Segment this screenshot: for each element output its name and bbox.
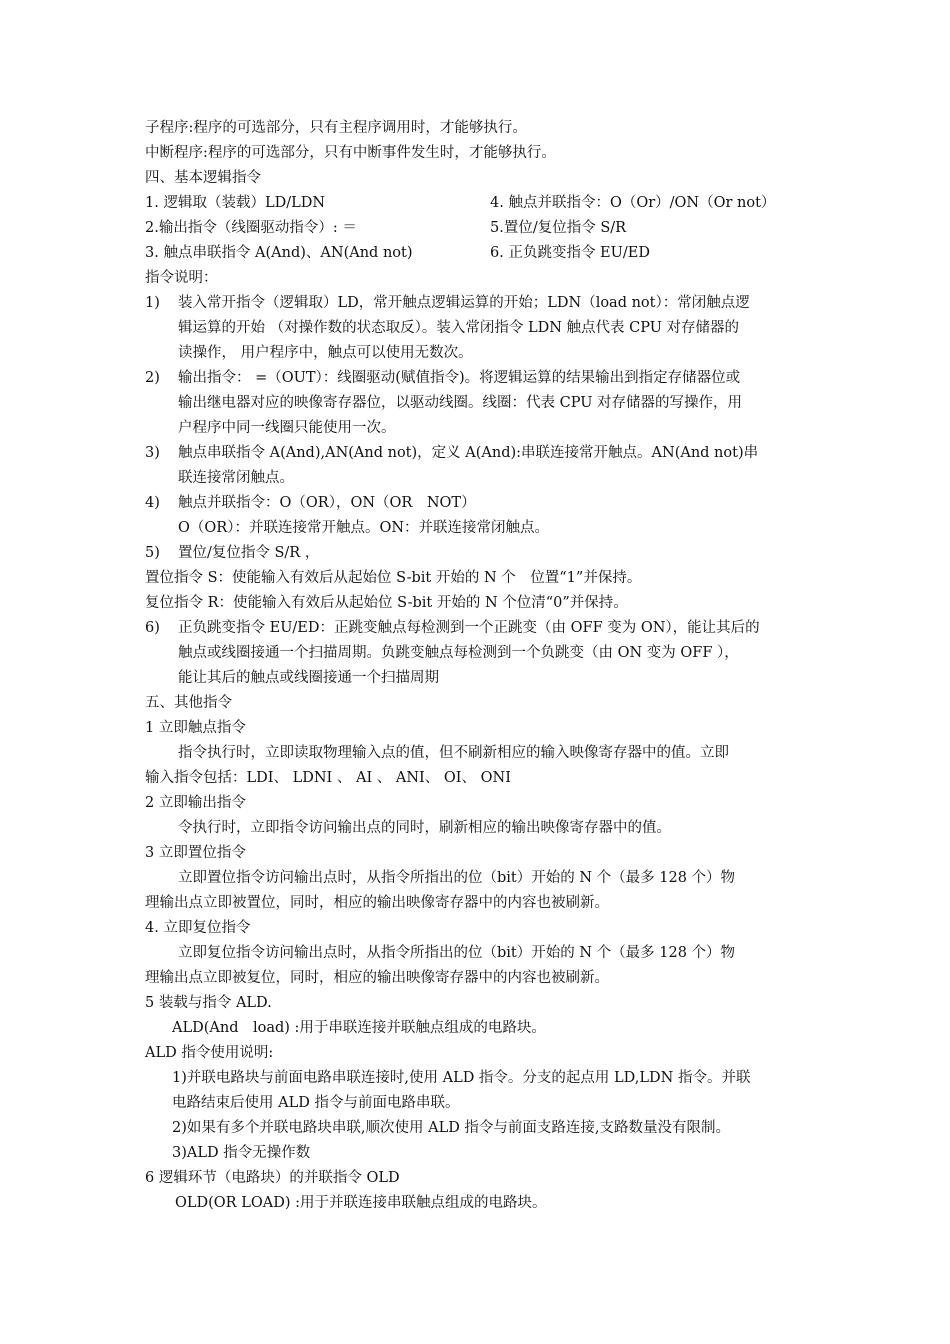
s6-line: OLD(OR LOAD) :用于并联连接串联触点组成的电路块。: [175, 1195, 547, 1211]
s1-line: 输入指令包括：LDI、 LDNI 、 AI 、 ANI、 OI、 ONI: [145, 770, 511, 786]
set-instruction-line: 置位指令 S：使能输入有效后从起始位 S-bit 开始的 N 个 位置“1”并保持。: [145, 570, 642, 586]
list-item-3: 3. 触点串联指令 A(And)、AN(And not): [145, 245, 413, 261]
item3-number: 3): [145, 445, 160, 461]
item1-number: 1): [145, 295, 160, 311]
s3-line: 立即置位指令访问输出点时，从指令所指出的位（bit）开始的 N 个（最多 128 个）物: [178, 870, 736, 886]
item6-number: 6): [145, 620, 160, 636]
interrupt-line: 中断程序:程序的可选部分，只有中断事件发生时，才能够执行。: [145, 145, 556, 161]
item4-line: 触点并联指令：O（OR），ON（OR NOT）: [178, 495, 476, 511]
item2-line: 户程序中同一线圈只能使用一次。: [178, 420, 396, 436]
s4-line: 立即复位指令访问输出点时，从指令所指出的位（bit）开始的 N 个（最多 128 个）物: [178, 945, 736, 961]
item6-line: 触点或线圈接通一个扫描周期。负跳变触点每检测到一个负跳变（由 ON 变为 OFF ），: [178, 645, 739, 661]
s5-usage-heading: ALD 指令使用说明:: [145, 1045, 274, 1061]
item6-line: 正负跳变指令 EU/ED：正跳变触点每检测到一个正跳变（由 OFF 变为 ON），能让其后的: [178, 620, 760, 636]
item4-number: 4): [145, 495, 160, 511]
item6-line: 能让其后的触点或线圈接通一个扫描周期: [178, 670, 439, 686]
list-item-1: 1. 逻辑取（装载）LD/LDN: [145, 195, 326, 211]
s4-line: 理输出点立即被复位，同时，相应的输出映像寄存器中的内容也被刷新。: [145, 970, 609, 986]
s5-title: 5 装载与指令 ALD.: [145, 995, 272, 1011]
s1-line: 指令执行时，立即读取物理输入点的值，但不刷新相应的输入映像寄存器中的值。立即: [178, 745, 729, 761]
list-item-5: 5.置位/复位指令 S/R: [490, 220, 627, 236]
item2-line: 输出继电器对应的映像寄存器位，以驱动线圈。线圈：代表 CPU 对存储器的写操作，用: [178, 395, 743, 411]
item1-line: 装入常开指令（逻辑取）LD，常开触点逻辑运算的开始；LDN（load not）：常闭触点逻: [178, 295, 750, 311]
list-item-4: 4. 触点并联指令：O（Or）/ON（Or not）: [490, 195, 776, 211]
item2-number: 2): [145, 370, 160, 386]
item1-line: 读操作， 用户程序中，触点可以使用无数次。: [178, 345, 473, 361]
s2-line: 令执行时，立即指令访问输出点的同时，刷新相应的输出映像寄存器中的值。: [178, 820, 671, 836]
s5-usage-line: 电路结束后使用 ALD 指令与前面电路串联。: [172, 1095, 460, 1111]
item4-line: O（OR）：并联连接常开触点。ON：并联连接常闭触点。: [178, 520, 550, 536]
s5-usage-line: 3)ALD 指令无操作数: [172, 1145, 311, 1161]
item2-line: 输出指令： =（OUT）：线圈驱动(赋值指令)。将逻辑运算的结果输出到指定存储器位或: [178, 370, 741, 386]
item1-line: 辑运算的开始 （对操作数的状态取反）。装入常闭指令 LDN 触点代表 CPU 对存储器的: [178, 320, 740, 336]
subroutine-line: 子程序:程序的可选部分，只有主程序调用时，才能够执行。: [145, 120, 527, 136]
s3-line: 理输出点立即被置位，同时，相应的输出映像寄存器中的内容也被刷新。: [145, 895, 609, 911]
s6-title: 6 逻辑环节（电路块）的并联指令 OLD: [145, 1170, 400, 1186]
explain-heading: 指令说明：: [145, 270, 218, 286]
section4-heading: 四、基本逻辑指令: [145, 170, 261, 186]
item3-line: 联连接常闭触点。: [178, 470, 294, 486]
reset-instruction-line: 复位指令 R：使能输入有效后从起始位 S-bit 开始的 N 个位清“0”并保持。: [145, 595, 628, 611]
s3-title: 3 立即置位指令: [145, 845, 246, 861]
item5-line: 置位/复位指令 S/R ，: [178, 545, 320, 561]
s2-title: 2 立即输出指令: [145, 795, 246, 811]
list-item-2: 2.输出指令（线圈驱动指令）: ＝: [145, 220, 357, 236]
s5-usage-line: 1)并联电路块与前面电路串联连接时,使用 ALD 指令。分支的起点用 LD,LDN 指令。并联: [172, 1070, 751, 1086]
s1-title: 1 立即触点指令: [145, 720, 246, 736]
s5-line: ALD(And load) :用于串联连接并联触点组成的电路块。: [172, 1020, 546, 1036]
list-item-6: 6. 正负跳变指令 EU/ED: [490, 245, 650, 261]
s5-usage-line: 2)如果有多个并联电路块串联,顺次使用 ALD 指令与前面支路连接,支路数量没有限制。: [172, 1120, 731, 1136]
section5-heading: 五、其他指令: [145, 695, 232, 711]
item3-line: 触点串联指令 A(And),AN(And not)，定义 A(And):串联连接常开触点。AN(And not)串: [178, 445, 759, 461]
s4-title: 4. 立即复位指令: [145, 920, 251, 936]
item5-number: 5): [145, 545, 160, 561]
